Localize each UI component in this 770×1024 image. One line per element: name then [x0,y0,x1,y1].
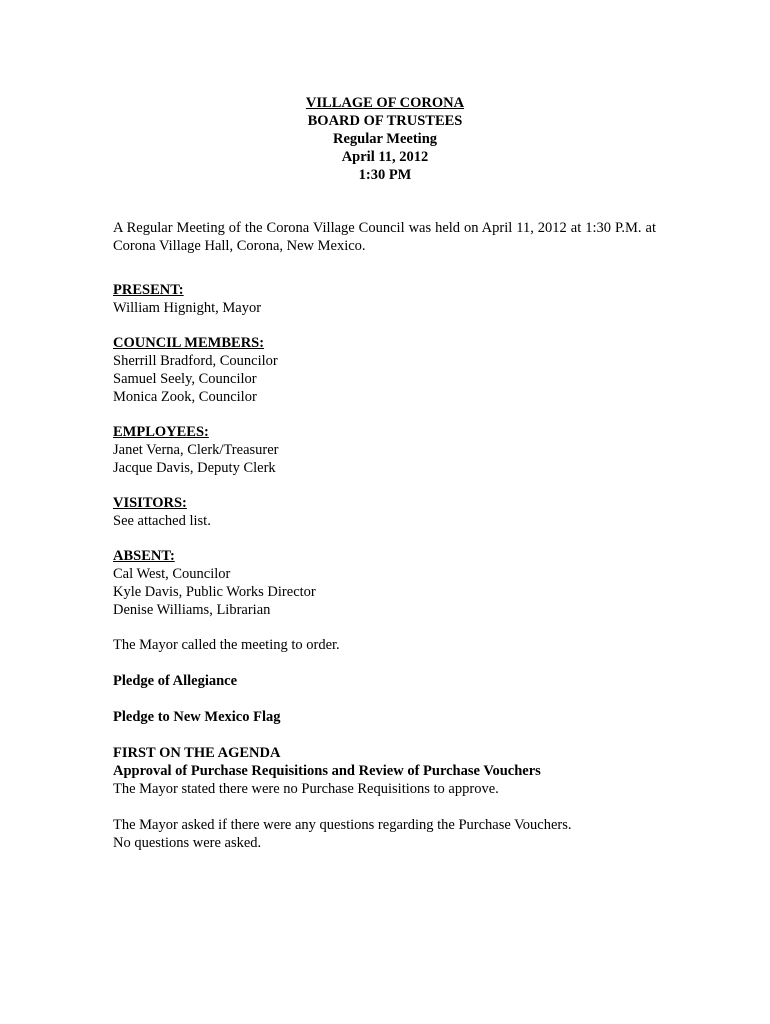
agenda-text: The Mayor stated there were no Purchase Requisitions to approve. [113,781,499,797]
call-to-order: The Mayor called the meeting to order. [113,637,340,653]
pledge-allegiance: Pledge of Allegiance [113,673,238,689]
header-meeting-date: April 11, 2012 [341,149,429,165]
absent-item: Kyle Davis, Public Works Director [113,584,316,600]
present-item: William Hignight, Mayor [113,300,262,316]
agenda-text: No questions were asked. [113,835,262,851]
document-header [0,94,770,184]
employees-section [113,423,656,477]
absent-item: Denise Williams, Librarian [113,602,271,618]
agenda-subheading: Approval of Purchase Requisitions and Review of Purchase Vouchers [113,763,541,779]
pledge-flag: Pledge to New Mexico Flag [113,709,281,725]
employees-item: Jacque Davis, Deputy Clerk [113,460,276,476]
absent-item: Cal West, Councilor [113,566,231,582]
header-board-name: BOARD OF TRUSTEES [307,113,463,129]
employees-title: EMPLOYEES: [113,424,209,440]
visitors-section [113,494,656,530]
document-body [113,219,656,870]
council-item: Sherrill Bradford, Councilor [113,353,278,369]
agenda-heading: FIRST ON THE AGENDA [113,745,281,761]
absent-title: ABSENT: [113,548,175,564]
agenda-text: The Mayor asked if there were any questions regarding the Purchase Vouchers. [113,817,572,833]
absent-section [113,547,656,619]
visitors-title: VISITORS: [113,495,187,511]
visitors-item: See attached list. [113,513,211,529]
agenda-section [113,744,656,798]
agenda-vouchers [113,816,656,852]
header-meeting-time: 1:30 PM [358,167,412,183]
council-item: Monica Zook, Councilor [113,389,257,405]
council-item: Samuel Seely, Councilor [113,371,257,387]
employees-item: Janet Verna, Clerk/Treasurer [113,442,279,458]
council-section [113,334,656,406]
present-section [113,281,656,317]
council-title: COUNCIL MEMBERS: [113,335,265,351]
intro-paragraph: A Regular Meeting of the Corona Village Council was held on April 11, 2012 at 1:30 P.M. at Corona Village Hall, Corona, New Mexico. [113,220,656,254]
header-meeting-type: Regular Meeting [332,131,438,147]
present-title: PRESENT: [113,282,184,298]
header-village-name: VILLAGE OF CORONA [305,95,465,111]
